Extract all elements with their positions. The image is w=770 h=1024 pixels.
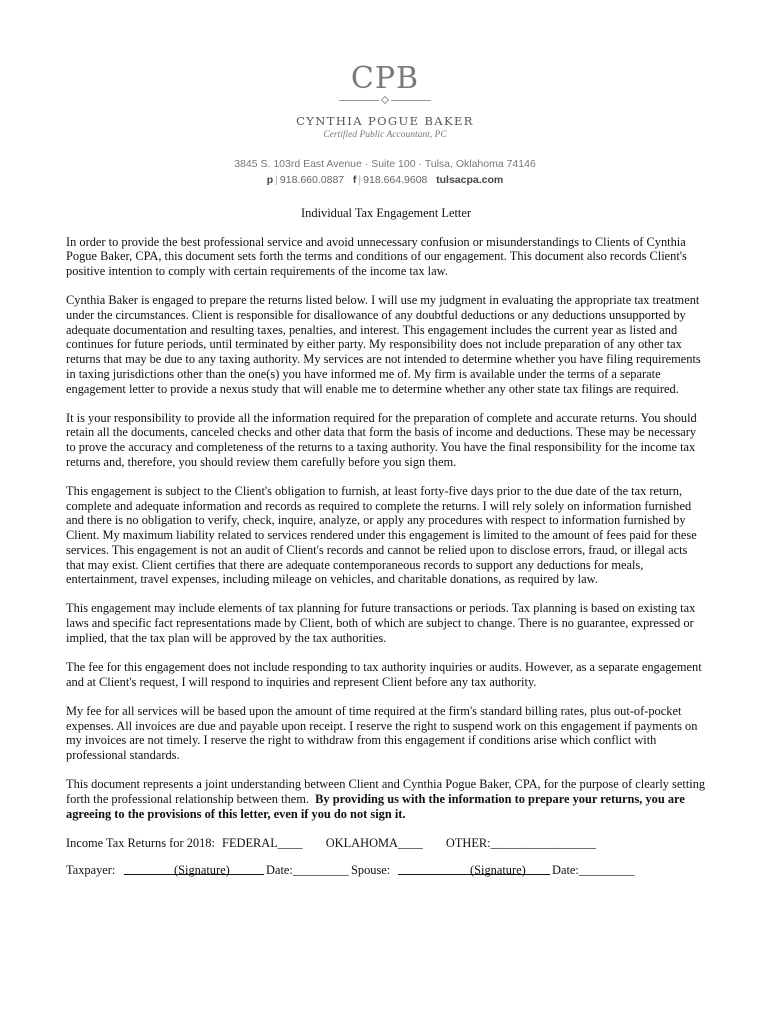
firm-subtitle: Certified Public Accountant, PC: [323, 130, 447, 140]
paragraph-intro: In order to provide the best professional service and avoid unnecessary confusion or misunderstandings to Clients of Cynthia Pogue Baker, CPA, this document sets forth the terms and conditions of our engagement. This document also records Client's positive intention to comply with certain requirements of the income tax law.: [66, 234, 687, 279]
website: tulsacpa.com: [436, 174, 504, 186]
returns-label: Income Tax Returns for 2018:: [66, 835, 215, 850]
letterhead: [0, 62, 770, 186]
document-title: Individual Tax Engagement Letter: [301, 206, 471, 220]
paragraph-audit-fees: The fee for this engagement does not include responding to tax authority inquiries or audits. However, as a separate engagement and at Client's request, I will respond to inquiries and represent Client before any tax authority.: [66, 660, 702, 689]
firm-logo: CPB: [350, 61, 420, 96]
paragraph-closing: [66, 777, 706, 821]
phone-label: p: [266, 174, 274, 186]
closing-bold-text: By providing us with the information to prepare your returns, you are agreeing to the provisions of this letter, even if you do not sign it.: [66, 792, 685, 821]
returns-selection: [66, 836, 706, 851]
spouse-date-field[interactable]: Date:_________: [552, 862, 635, 877]
taxpayer-date-field[interactable]: Date:_________: [266, 862, 349, 877]
spouse-label: Spouse:: [351, 862, 391, 877]
logo-divider: [339, 97, 431, 105]
paragraph-engagement-scope: Cynthia Baker is engaged to prepare the returns listed below. I will use my judgment in evaluating the appropriate tax treatment under the circumstances. Client is responsible for disallowance of any doubtful deductions or any deductions unsupported by adequate documentation and resulting taxes, penalties, and interest. This engagement includes the current year as listed and continues for future periods, until terminated by either party. My responsibility does not include preparation of any other tax returns that may be due to any taxing authority. My services are not intended to determine whether you have filing requirements in taxing jurisdictions other than the one(s) you have informed me of. My firm is available under the terms of a separate engagement letter to provide a nexus study that will enable me to determine whether any other state tax filings are required.: [66, 293, 701, 396]
fax-label: f: [352, 174, 357, 186]
fax-number: 918.664.9608: [363, 174, 428, 186]
logo-divider-right: [391, 100, 431, 101]
firm-name: CYNTHIA POGUE BAKER: [296, 114, 474, 128]
logo-divider-left: [339, 100, 379, 101]
paragraph-billing: My fee for all services will be based upon the amount of time required at the firm's standard billing rates, plus out-of-pocket expenses. All invoices are due and payable upon receipt. I reserve the right to suspend work on this engagement if payments on my invoices are not timely. I reserve the right to withdraw from this engagement if conditions arise which conflict with professional standards.: [66, 703, 698, 763]
phone-number: 918.660.0887: [279, 174, 345, 186]
other-returns-field[interactable]: OTHER:_________________: [445, 835, 596, 850]
letter-body: [66, 206, 706, 895]
taxpayer-label: Taxpayer:: [66, 862, 116, 877]
oklahoma-checkbox-field[interactable]: OKLAHOMA____: [325, 835, 423, 850]
logo-divider-diamond-icon: [381, 96, 389, 104]
closing-text: This document represents a joint understanding between Client and Cynthia Pogue Baker, CPA, for the purpose of clearly setting forth the professional relationship between them.: [66, 777, 706, 806]
taxpayer-signature-caption: (Signature): [174, 862, 230, 877]
paragraph-tax-planning: This engagement may include elements of tax planning for future transactions or periods. Tax planning is based on existing tax laws and specific fact representations made by Client, both of which are subject to change. There is no guarantee, expressed or implied, that the tax plan will be approved by the tax authorities.: [66, 601, 696, 645]
paragraph-client-responsibility: It is your responsibility to provide all the information required for the preparation of complete and accurate returns. You should retain all the documents, canceled checks and other data that form the basis of income and deductions. These may be necessary to prove the accuracy and completeness of the returns to a taxing authority. You have the final responsibility for the income tax returns and, therefore, you should review them carefully before you sign them.: [66, 410, 697, 469]
firm-address: 3845 S. 103rd East Avenue · Suite 100 · Tulsa, Oklahoma 74146: [234, 158, 536, 170]
federal-checkbox-field[interactable]: FEDERAL____: [222, 835, 303, 850]
firm-contact: p | 918.660.0887 f | 918.664.9608 tulsacpa.com: [266, 174, 504, 186]
paragraph-client-obligations: This engagement is subject to the Client's obligation to furnish, at least forty-five days prior to the due date of the tax return, complete and adequate information and records as required to complete the returns. I will rely solely on information furnished and there is no obligation to verify, check, inquire, analyze, or apply any procedures with respect to information furnished by Client. My maximum liability related to services rendered under this engagement is limited to the amount of fees paid for these services. This engagement is not an audit of Client's records and cannot be relied upon to disclose errors, fraud, or illegal acts that may exist. Client certifies that there are adequate contemporaneous records to support any deductions for meals, entertainment, travel expenses, including mileage on vehicles, and charitable donations, as required by law.: [66, 484, 697, 587]
spouse-signature-caption: (Signature): [470, 862, 526, 877]
signature-row: [66, 863, 706, 895]
